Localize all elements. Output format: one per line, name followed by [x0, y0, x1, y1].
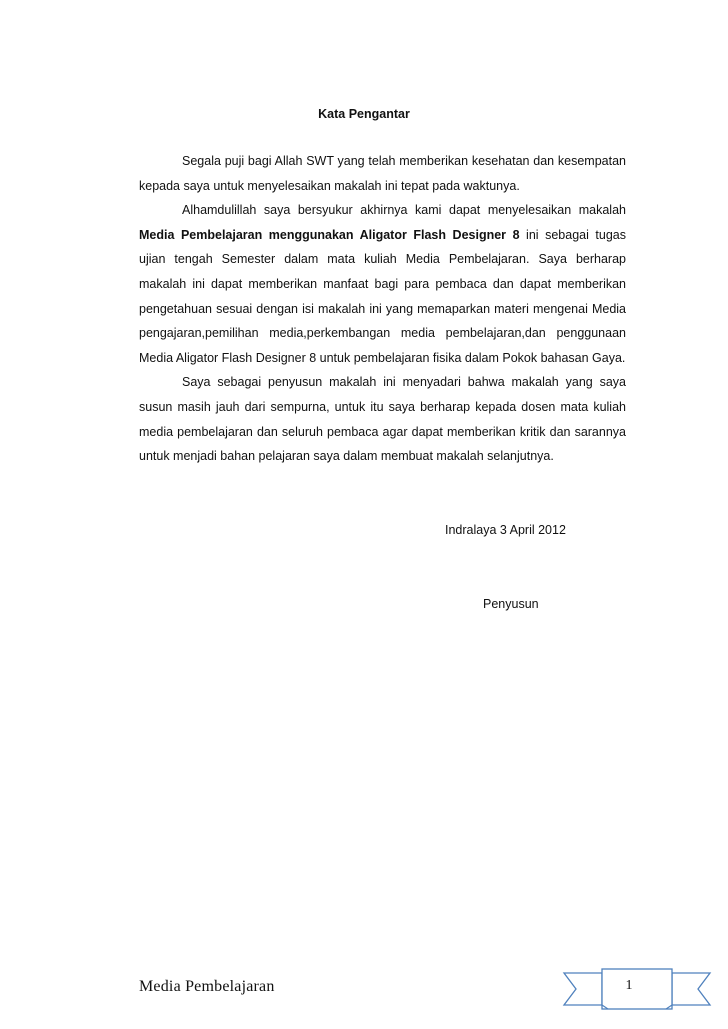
paragraph-2: [139, 198, 626, 370]
paragraph-2-bold-title: Media Pembelajaran menggunakan Aligator Flash Designer 8: [139, 227, 520, 242]
footer-title: Media Pembelajaran: [139, 978, 275, 995]
paragraph-2-rest: ini sebagai tugas ujian tengah Semester dalam mata kuliah Media Pembelajaran. Saya berharap makalah ini dapat memberikan manfaat bagi para pembaca dan dapat memberikan pengetahuan sesuai dengan isi makalah ini yang memaparkan materi mengenai Media pengajaran,pemilihan media,perkembangan media pembelajaran,dan penggunaan Media Aligator Flash Designer 8 untuk pembelajaran fisika dalam Pokok bahasan Gaya.: [139, 227, 626, 365]
paragraph-3: Saya sebagai penyusun makalah ini menyadari bahwa makalah yang saya susun masih jauh dari sempurna, untuk itu saya berharap kepada dosen mata kuliah media pembelajaran dan seluruh pembaca agar dapat memberikan kritik dan sarannya untuk menjadi bahan pelajaran saya dalam membuat makalah selanjutnya.: [139, 375, 626, 464]
paragraph-1: Segala puji bagi Allah SWT yang telah memberikan kesehatan dan kesempatan kepada saya untuk menyelesaikan makalah ini tepat pada waktunya.: [139, 154, 626, 193]
document-title: Kata Pengantar: [318, 107, 410, 121]
place-date: Indralaya 3 April 2012: [445, 523, 566, 537]
paragraph-2-intro: Alhamdulillah saya bersyukur akhirnya kami dapat menyelesaikan makalah: [182, 203, 626, 218]
author-signature: Penyusun: [483, 597, 539, 611]
document-body: [139, 149, 626, 469]
page-number: 1: [625, 978, 633, 993]
